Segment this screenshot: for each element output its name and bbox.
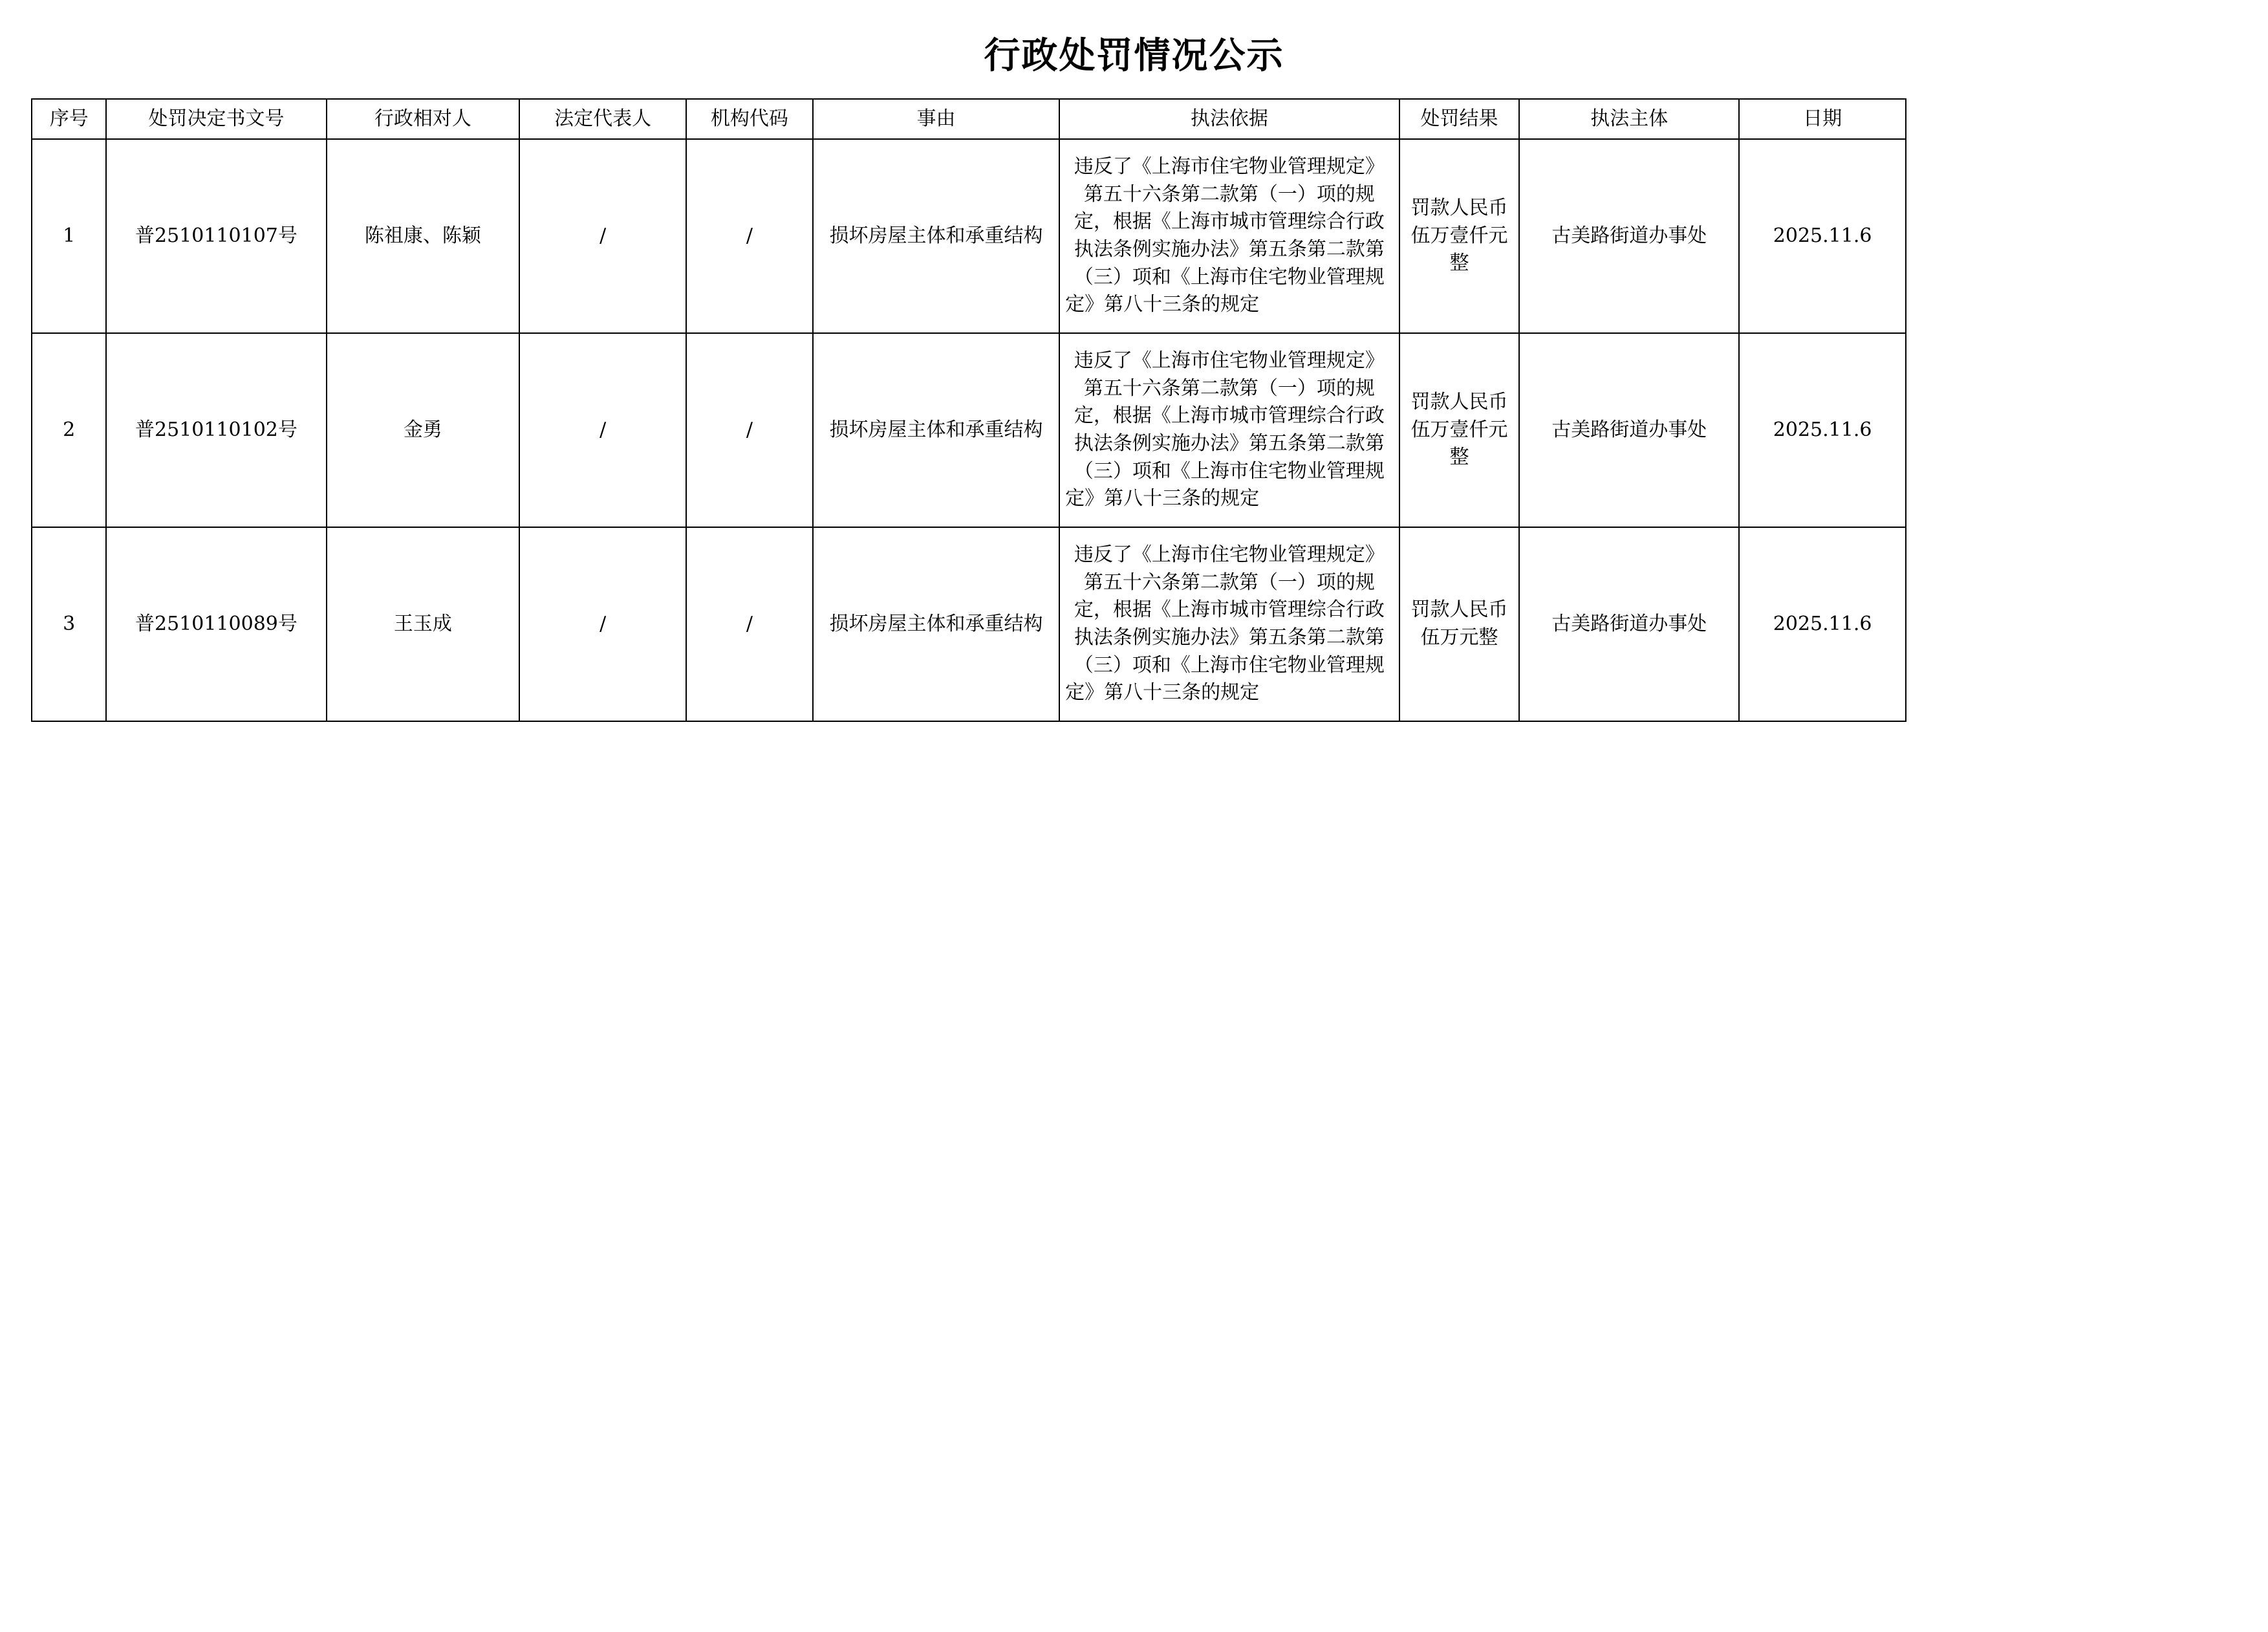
cell-subject: 古美路街道办事处 (1519, 139, 1739, 333)
cell-result: 罚款人民币伍万壹仟元整 (1399, 139, 1520, 333)
column-header-org-code: 机构代码 (686, 99, 813, 139)
cell-index: 1 (32, 139, 106, 333)
cell-org-code: / (686, 527, 813, 721)
cell-org-code: / (686, 333, 813, 527)
table-row (32, 139, 1906, 333)
cell-party: 金勇 (327, 333, 520, 527)
table-header-row (32, 99, 1906, 139)
cell-basis: 违反了《上海市住宅物业管理规定》第五十六条第二款第（一）项的规定，根据《上海市城市管理综合行政执法条例实施办法》第五条第二款第（三）项和《上海市住宅物业管理规定》第八十三条的规定 (1059, 333, 1399, 527)
cell-legal-rep: / (519, 333, 686, 527)
cell-party: 陈祖康、陈颖 (327, 139, 520, 333)
column-header-party: 行政相对人 (327, 99, 520, 139)
page-title: 行政处罚情况公示 (984, 34, 1284, 77)
cell-basis: 违反了《上海市住宅物业管理规定》第五十六条第二款第（一）项的规定，根据《上海市城市管理综合行政执法条例实施办法》第五条第二款第（三）项和《上海市住宅物业管理规定》第八十三条的规定 (1059, 139, 1399, 333)
column-header-date: 日期 (1739, 99, 1906, 139)
cell-index: 3 (32, 527, 106, 721)
cell-subject: 古美路街道办事处 (1519, 333, 1739, 527)
cell-index: 2 (32, 333, 106, 527)
cell-basis: 违反了《上海市住宅物业管理规定》第五十六条第二款第（一）项的规定，根据《上海市城市管理综合行政执法条例实施办法》第五条第二款第（三）项和《上海市住宅物业管理规定》第八十三条的规定 (1059, 527, 1399, 721)
cell-date: 2025.11.6 (1739, 139, 1906, 333)
cell-doc-no: 普2510110107号 (106, 139, 326, 333)
column-header-basis: 执法依据 (1059, 99, 1399, 139)
column-header-subject: 执法主体 (1519, 99, 1739, 139)
column-header-legal-rep: 法定代表人 (519, 99, 686, 139)
table-row (32, 333, 1906, 527)
column-header-result: 处罚结果 (1399, 99, 1520, 139)
column-header-doc-no: 处罚决定书文号 (106, 99, 326, 139)
cell-result: 罚款人民币伍万壹仟元整 (1399, 333, 1520, 527)
cell-legal-rep: / (519, 139, 686, 333)
cell-party: 王玉成 (327, 527, 520, 721)
cell-reason: 损坏房屋主体和承重结构 (813, 333, 1059, 527)
cell-org-code: / (686, 139, 813, 333)
cell-reason: 损坏房屋主体和承重结构 (813, 139, 1059, 333)
cell-reason: 损坏房屋主体和承重结构 (813, 527, 1059, 721)
document-page (0, 27, 2268, 1632)
column-header-reason: 事由 (813, 99, 1059, 139)
cell-date: 2025.11.6 (1739, 527, 1906, 721)
cell-doc-no: 普2510110089号 (106, 527, 326, 721)
column-header-index: 序号 (32, 99, 106, 139)
cell-legal-rep: / (519, 527, 686, 721)
cell-doc-no: 普2510110102号 (106, 333, 326, 527)
cell-result: 罚款人民币伍万元整 (1399, 527, 1520, 721)
administrative-penalty-table (31, 98, 1906, 722)
cell-date: 2025.11.6 (1739, 333, 1906, 527)
cell-subject: 古美路街道办事处 (1519, 527, 1739, 721)
table-row (32, 527, 1906, 721)
